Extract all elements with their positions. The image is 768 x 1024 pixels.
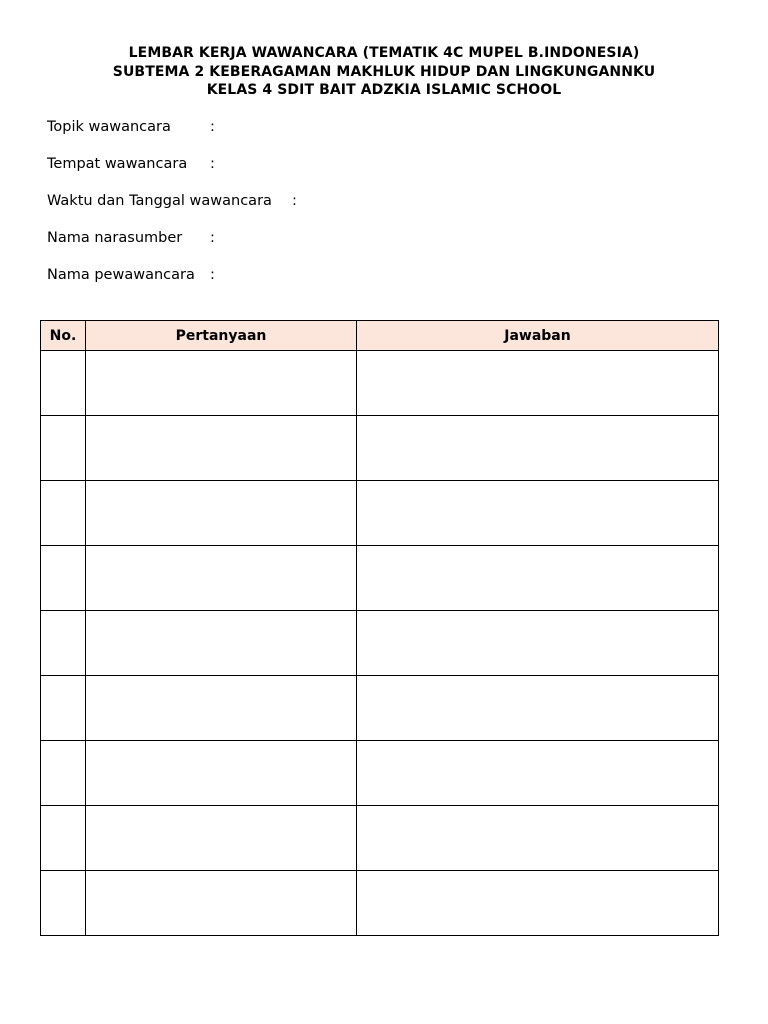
- cell-pertanyaan[interactable]: [86, 611, 357, 676]
- table-row: [41, 871, 719, 936]
- cell-jawaban[interactable]: [357, 546, 719, 611]
- cell-pertanyaan[interactable]: [86, 871, 357, 936]
- field-label: Nama narasumber: [47, 230, 183, 246]
- table-row: [41, 416, 719, 481]
- cell-pertanyaan[interactable]: [86, 806, 357, 871]
- table-row: [41, 676, 719, 741]
- cell-pertanyaan[interactable]: [86, 481, 357, 546]
- field-label: Tempat wawancara: [47, 156, 188, 172]
- field-label: Nama pewawancara: [47, 267, 195, 283]
- field-waktu-tanggal: [47, 192, 297, 210]
- cell-jawaban[interactable]: [357, 416, 719, 481]
- field-label: Waktu dan Tanggal wawancara: [47, 193, 272, 209]
- table-row: [41, 741, 719, 806]
- cell-jawaban[interactable]: [357, 481, 719, 546]
- worksheet-title: [0, 44, 768, 100]
- cell-jawaban[interactable]: [357, 676, 719, 741]
- title-line-2: SUBTEMA 2 KEBERAGAMAN MAKHLUK HIDUP DAN LINGKUNGANNKU: [112, 63, 656, 80]
- table-row: [41, 351, 719, 416]
- interview-table: [40, 320, 719, 936]
- title-line-1: LEMBAR KERJA WAWANCARA (TEMATIK 4C MUPEL B.INDONESIA): [128, 45, 640, 61]
- table-header-row: [41, 321, 719, 351]
- field-colon: :: [210, 119, 215, 135]
- field-pewawancara: [47, 266, 215, 284]
- field-label: Topik wawancara: [47, 119, 171, 135]
- cell-no[interactable]: [41, 741, 86, 806]
- cell-jawaban[interactable]: [357, 611, 719, 676]
- field-colon: :: [210, 156, 215, 172]
- header-no: No.: [41, 321, 86, 351]
- field-colon: :: [210, 267, 215, 283]
- cell-no[interactable]: [41, 546, 86, 611]
- field-topik: [47, 118, 215, 136]
- cell-pertanyaan[interactable]: [86, 416, 357, 481]
- table-row: [41, 806, 719, 871]
- cell-no[interactable]: [41, 806, 86, 871]
- field-narasumber: [47, 229, 215, 247]
- cell-pertanyaan[interactable]: [86, 741, 357, 806]
- field-colon: :: [292, 193, 297, 209]
- cell-jawaban[interactable]: [357, 741, 719, 806]
- field-colon: :: [210, 230, 215, 246]
- cell-jawaban[interactable]: [357, 351, 719, 416]
- cell-no[interactable]: [41, 351, 86, 416]
- table-row: [41, 481, 719, 546]
- cell-no[interactable]: [41, 611, 86, 676]
- cell-jawaban[interactable]: [357, 871, 719, 936]
- cell-no[interactable]: [41, 676, 86, 741]
- table-row: [41, 546, 719, 611]
- cell-pertanyaan[interactable]: [86, 546, 357, 611]
- table-row: [41, 611, 719, 676]
- cell-no[interactable]: [41, 481, 86, 546]
- header-jawaban: Jawaban: [357, 321, 719, 351]
- cell-pertanyaan[interactable]: [86, 351, 357, 416]
- cell-no[interactable]: [41, 871, 86, 936]
- header-pertanyaan: Pertanyaan: [86, 321, 357, 351]
- field-tempat: [47, 155, 215, 173]
- cell-pertanyaan[interactable]: [86, 676, 357, 741]
- cell-jawaban[interactable]: [357, 806, 719, 871]
- title-line-3: KELAS 4 SDIT BAIT ADZKIA ISLAMIC SCHOOL: [206, 82, 562, 98]
- cell-no[interactable]: [41, 416, 86, 481]
